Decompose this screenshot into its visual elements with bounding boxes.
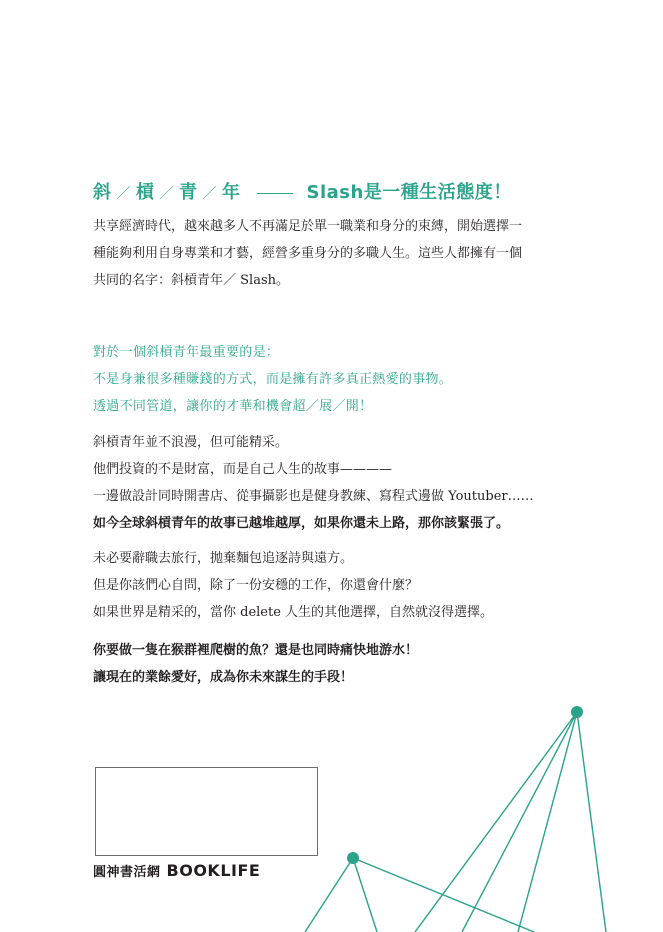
choice-line: 如果世界是精采的，當你 delete 人生的其他選擇，自然就沒得選擇。 (93, 605, 494, 620)
title-word: 年 (222, 182, 241, 203)
network-line (518, 712, 577, 932)
title-slash: ／ (159, 186, 174, 202)
network-line (353, 858, 377, 932)
story-line: 斜槓青年並不浪漫，但可能精采。 (93, 435, 289, 450)
closing-line: 你要做一隻在猴群裡爬樹的魚？還是也同時痛快地游水！ (93, 643, 419, 658)
intro-line: 共同的名字：斜槓青年／ Slash。 (93, 273, 289, 288)
story-line: 一邊做設計同時開書店、從事攝影也是健身教練、寫程式邊做 Youtuber…… (93, 489, 534, 504)
choice-line: 未必要辭職去旅行，拋棄麵包追逐詩與遠方。 (93, 551, 354, 566)
choice-line: 但是你該們心自問，除了一份安穩的工作，你還會什麼？ (93, 578, 419, 593)
network-line (305, 858, 353, 932)
network-line (577, 712, 606, 932)
intro-line: 種能夠利用自身專業和才藝，經營多重身分的多職人生。這些人都擁有一個 (93, 246, 523, 261)
highlight-line: 不是身兼很多種賺錢的方式，而是擁有許多真正熱愛的事物。 (93, 372, 453, 387)
intro-line: 共享經濟時代，越來越多人不再滿足於單一職業和身分的束縛，開始選擇一 (93, 219, 523, 234)
publisher-name-cn: 圓神書活網 (93, 865, 161, 880)
title-slash: ／ (116, 186, 131, 202)
network-line (415, 712, 577, 932)
closing-line: 讓現在的業餘愛好，成為你未來謀生的手段！ (93, 670, 354, 685)
network-line (353, 858, 534, 932)
story-line: 他們投資的不是財富，而是自己人生的故事———— (93, 462, 393, 477)
title-subtitle: Slash是一種生活態度！ (306, 182, 512, 203)
highlight-line: 對於一個斜槓青年最重要的是： (93, 345, 280, 360)
network-line (462, 712, 577, 932)
highlight-line: 透過不同管道，讓你的才華和機會超／展／開！ (93, 399, 373, 414)
network-node (571, 706, 583, 718)
title-slash: ／ (202, 186, 217, 202)
title-word: 槓 (136, 182, 155, 203)
title-word: 斜 (93, 182, 112, 203)
network-node (347, 852, 359, 864)
story-line-bold: 如今全球斜槓青年的故事已越堆越厚，如果你還未上路，那你該緊張了。 (93, 516, 510, 531)
title-word: 青 (179, 182, 198, 203)
publisher-name-en: BOOKLIFE (166, 861, 261, 880)
